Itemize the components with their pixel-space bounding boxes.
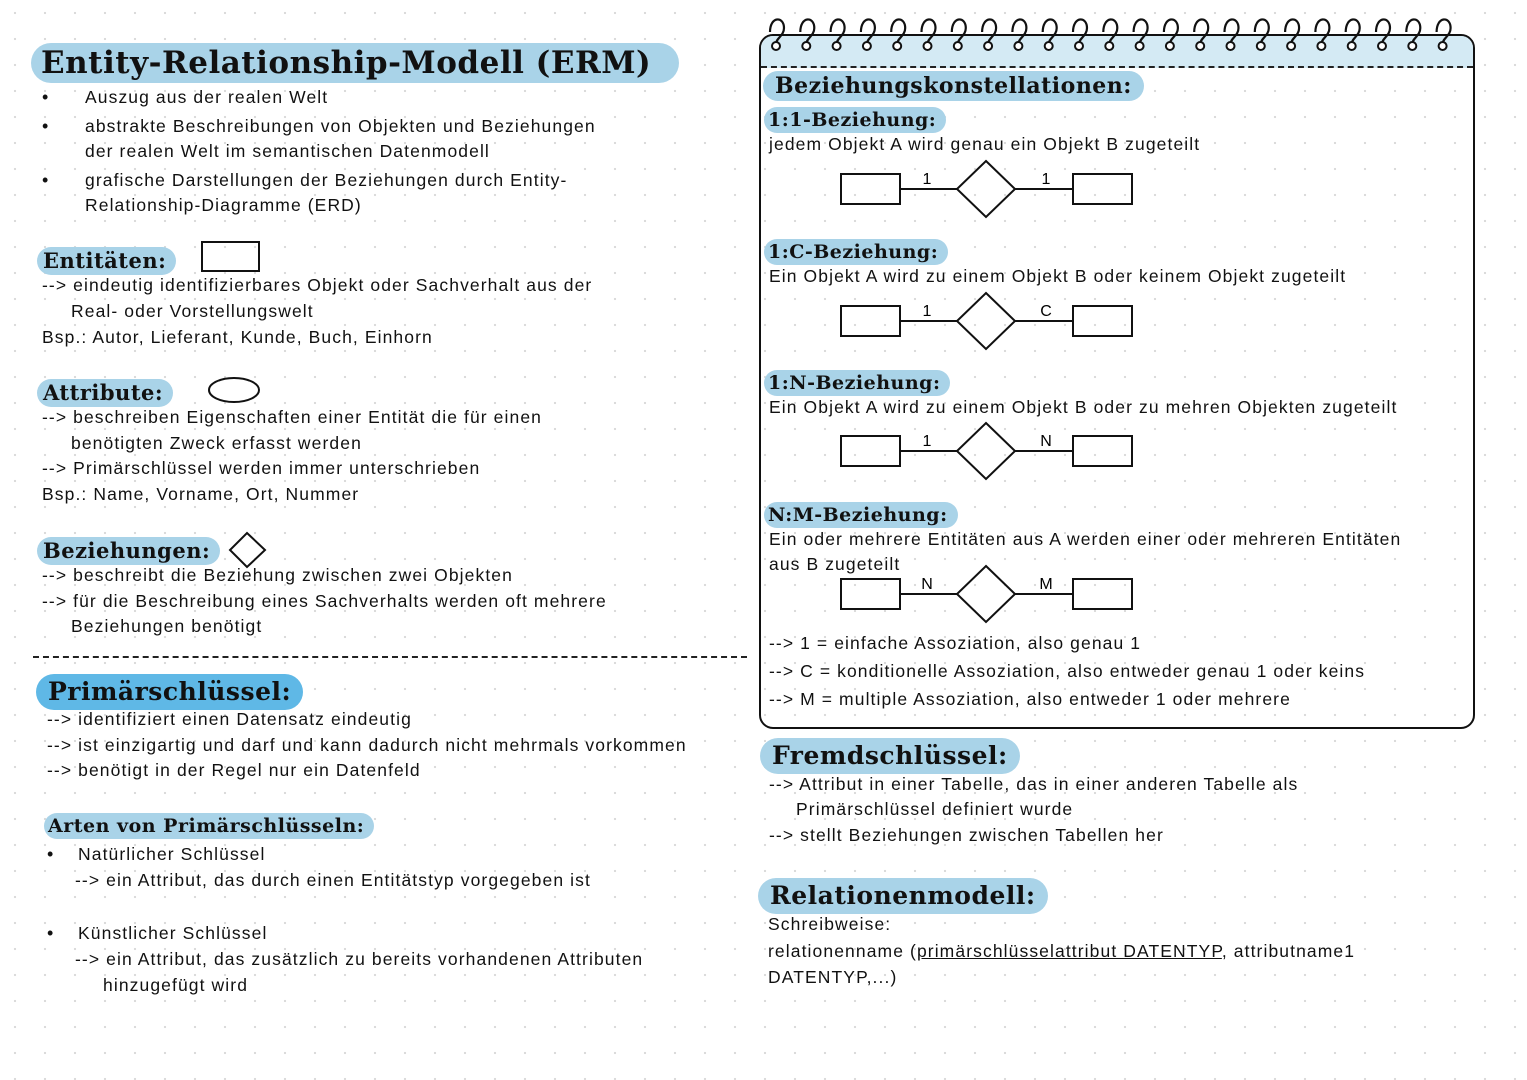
legend-line: --> C = konditionelle Assoziation, also entweder genau 1 oder keins — [769, 661, 1366, 681]
relmodell-primary-key: primärschlüsselattribut DATENTYP — [916, 941, 1222, 961]
beziehungen-line: Beziehungen benötigt — [71, 616, 263, 636]
beziehungen-heading: Beziehungen: — [37, 537, 220, 565]
cardinality-right: 1 — [1041, 171, 1051, 188]
arten-line: hinzugefügt wird — [103, 975, 249, 995]
cardinality-right: N — [1040, 433, 1052, 450]
fremdschluessel-heading: Fremdschlüssel: — [760, 738, 1020, 774]
bullet: • — [42, 170, 49, 190]
relation-heading-1-1: 1:1-Beziehung: — [764, 107, 946, 133]
intro-line: der realen Welt im semantischen Datenmodell — [85, 141, 490, 161]
attribute-line: --> beschreiben Eigenschaften einer Entität die für einen — [42, 407, 542, 427]
intro-line: abstrakte Beschreibungen von Objekten und Beziehungen — [85, 116, 596, 136]
cardinality-left: 1 — [922, 433, 932, 450]
relationenmodell-heading: Relationenmodell: — [758, 878, 1048, 914]
attribute-line: --> Primärschlüssel werden immer unterschrieben — [42, 458, 481, 478]
arten-line: Natürlicher Schlüssel — [78, 844, 266, 864]
fremd-line: --> stellt Beziehungen zwischen Tabellen her — [769, 825, 1164, 845]
bullet: • — [47, 844, 54, 864]
intro-line: Relationship-Diagramme (ERD) — [85, 195, 362, 215]
bullet: • — [42, 87, 49, 107]
page-title: Entity-Relationship-Modell (ERM) — [31, 43, 679, 83]
cardinality-right: M — [1039, 576, 1053, 593]
beziehungskonstellationen-heading: Beziehungskonstellationen: — [763, 71, 1144, 101]
cardinality-left: 1 — [922, 171, 932, 188]
primaer-line: --> benötigt in der Regel nur ein Datenfeld — [47, 760, 421, 780]
relmodell-pre: relationenname ( — [768, 941, 917, 961]
relation-heading-n-m: N:M-Beziehung: — [764, 502, 958, 528]
primaer-line: --> ist einzigartig und darf und kann dadurch nicht mehrmals vorkommen — [47, 735, 687, 755]
entitaeten-line: --> eindeutig identifizierbares Objekt oder Sachverhalt aus der — [42, 275, 593, 295]
legend-line: --> M = multiple Assoziation, also entweder 1 oder mehrere — [769, 689, 1291, 709]
attribute-heading: Attribute: — [37, 379, 173, 407]
relationship-diamond — [957, 566, 1015, 622]
relation-desc: Ein Objekt A wird zu einem Objekt B oder keinem Objekt zugeteilt — [769, 266, 1347, 286]
relation-desc: jedem Objekt A wird genau ein Objekt B zugeteilt — [769, 134, 1201, 154]
arten-line: --> ein Attribut, das durch einen Entitätstyp vorgegeben ist — [75, 870, 591, 890]
arten-heading: Arten von Primärschlüsseln: — [44, 813, 374, 839]
relation-desc: Ein oder mehrere Entitäten aus A werden einer oder mehreren Entitäten — [769, 529, 1402, 549]
fremd-line: Primärschlüssel definiert wurde — [796, 799, 1074, 819]
relmodell-syntax — [768, 940, 1355, 962]
intro-line: grafische Darstellungen der Beziehungen durch Entity- — [85, 170, 568, 190]
entitaeten-heading: Entitäten: — [37, 247, 176, 275]
relmodell-label: Schreibweise: — [768, 914, 892, 934]
relmodell-syntax-cont: DATENTYP,...) — [768, 967, 898, 987]
cardinality-left: 1 — [922, 303, 932, 320]
bullet: • — [42, 116, 49, 136]
legend-line: --> 1 = einfache Assoziation, also genau 1 — [769, 633, 1142, 653]
relation-heading-1-c: 1:C-Beziehung: — [764, 239, 948, 265]
fremd-line: --> Attribut in einer Tabelle, das in einer anderen Tabelle als — [769, 774, 1299, 794]
primaerschluessel-heading: Primärschlüssel: — [36, 674, 303, 710]
bullet: • — [47, 923, 54, 943]
entitaeten-example: Bsp.: Autor, Lieferant, Kunde, Buch, Einhorn — [42, 327, 433, 347]
entity-a — [841, 579, 900, 609]
attribute-line: benötigten Zweck erfasst werden — [71, 433, 362, 453]
entitaeten-line: Real- oder Vorstellungswelt — [71, 301, 314, 321]
cardinality-left: N — [921, 576, 933, 593]
arten-line: Künstlicher Schlüssel — [78, 923, 268, 943]
attribute-example: Bsp.: Name, Vorname, Ort, Nummer — [42, 484, 360, 504]
entity-b — [1073, 579, 1132, 609]
cardinality-right: C — [1040, 303, 1052, 320]
relation-desc: Ein Objekt A wird zu einem Objekt B oder zu mehren Objekten zugeteilt — [769, 397, 1398, 417]
beziehungen-line: --> für die Beschreibung eines Sachverhalts werden oft mehrere — [42, 591, 607, 611]
relmodell-post: , attributname1 — [1221, 941, 1356, 961]
relation-desc: aus B zugeteilt — [769, 554, 901, 574]
arten-line: --> ein Attribut, das zusätzlich zu bereits vorhandenen Attributen — [75, 949, 644, 969]
beziehungen-line: --> beschreibt die Beziehung zwischen zwei Objekten — [42, 565, 513, 585]
intro-line: Auszug aus der realen Welt — [85, 87, 329, 107]
relation-heading-1-n: 1:N-Beziehung: — [764, 370, 950, 396]
primaer-line: --> identifiziert einen Datensatz eindeutig — [47, 709, 412, 729]
